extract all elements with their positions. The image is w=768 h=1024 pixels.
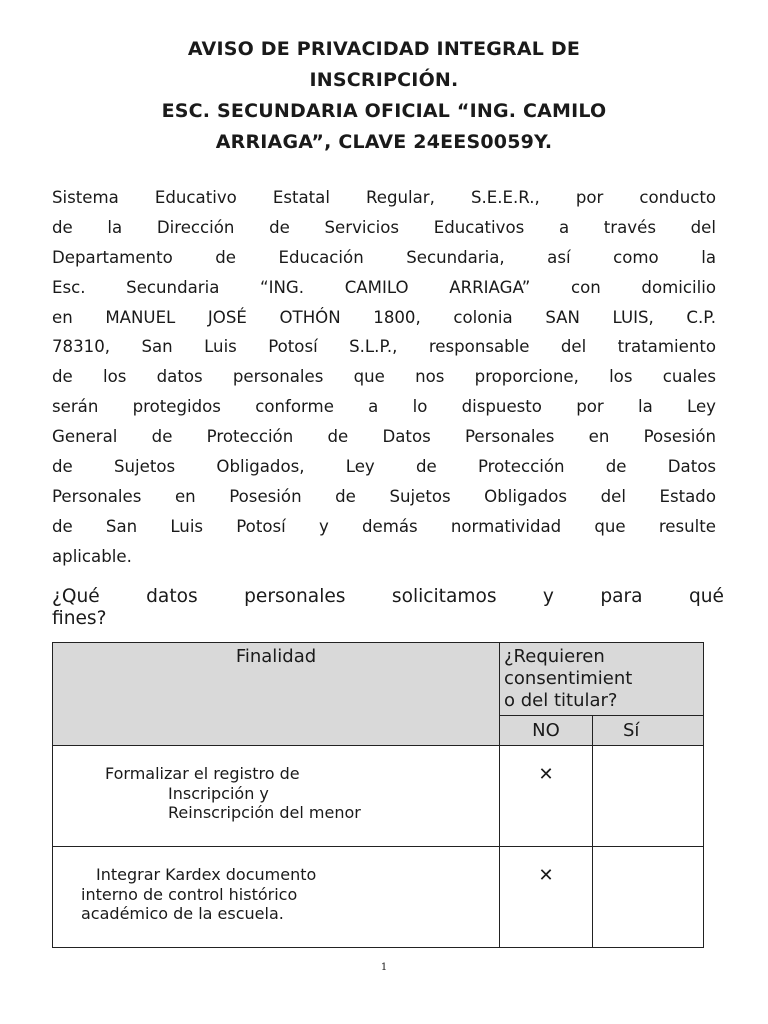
si-mark-cell	[593, 746, 704, 847]
table-row	[53, 746, 704, 847]
intro-line: de Sujetos Obligados, Ley de Protección de Datos	[52, 457, 716, 477]
purpose-line: académico de la escuela.	[81, 904, 284, 923]
purposes-table	[52, 642, 704, 948]
intro-line: aplicable.	[52, 546, 132, 566]
table-row	[53, 847, 704, 948]
section-heading-line-2: fines?	[52, 608, 107, 629]
purpose-line: Integrar Kardex documento	[96, 865, 317, 884]
section-heading-line-1: ¿Qué datos personales solicitamos y para qué	[52, 586, 724, 607]
header-consent-line: ¿Requieren	[504, 646, 605, 667]
title-line-1: AVISO DE PRIVACIDAD INTEGRAL DE	[187, 38, 581, 60]
title-line-4: ARRIAGA”, CLAVE 24EES0059Y.	[215, 131, 553, 153]
section-heading	[52, 586, 724, 630]
intro-line: de San Luis Potosí y demás normatividad que resulte	[52, 516, 716, 536]
title-line-3: ESC. SECUNDARIA OFICIAL “ING. CAMILO	[161, 100, 607, 122]
intro-line: Personales en Posesión de Sujetos Obligados del Estado	[52, 486, 716, 506]
header-si: Sí	[593, 716, 704, 746]
purpose-cell	[53, 847, 500, 948]
header-no: NO	[500, 716, 593, 746]
document-title	[52, 34, 716, 158]
intro-line: Esc. Secundaria “ING. CAMILO ARRIAGA” con domicilio	[52, 277, 716, 297]
header-purpose: Finalidad	[53, 643, 500, 746]
title-line-2: INSCRIPCIÓN.	[309, 69, 459, 91]
si-mark-cell	[593, 847, 704, 948]
intro-line: de los datos personales que nos proporcione, los cuales	[52, 367, 716, 387]
intro-paragraph	[52, 183, 716, 572]
header-consent	[500, 643, 704, 716]
intro-line: Sistema Educativo Estatal Regular, S.E.E.R., por conducto	[52, 188, 716, 207]
intro-line: 78310, San Luis Potosí S.L.P., responsable del tratamiento	[52, 337, 716, 357]
purpose-line: interno de control histórico	[81, 884, 298, 904]
intro-line: serán protegidos conforme a lo dispuesto por la Ley	[52, 397, 716, 417]
header-consent-line: o del titular?	[504, 690, 618, 711]
no-mark-cell: ✕	[500, 746, 593, 847]
purpose-line: Formalizar el registro de	[105, 764, 300, 783]
intro-line: de la Dirección de Servicios Educativos a través del	[52, 217, 716, 237]
no-mark-cell: ✕	[500, 847, 593, 948]
page-number: 1	[380, 962, 388, 973]
intro-line: en MANUEL JOSÉ OTHÓN 1800, colonia SAN LUIS, C.P.	[52, 307, 716, 327]
purpose-line: Inscripción y	[168, 783, 269, 803]
header-consent-line: consentimient	[504, 668, 633, 689]
intro-line: Departamento de Educación Secundaria, así como la	[52, 247, 716, 267]
purpose-cell	[53, 746, 500, 847]
purpose-line: Reinscripción del menor	[168, 803, 361, 822]
intro-line: General de Protección de Datos Personales en Posesión	[52, 427, 716, 447]
